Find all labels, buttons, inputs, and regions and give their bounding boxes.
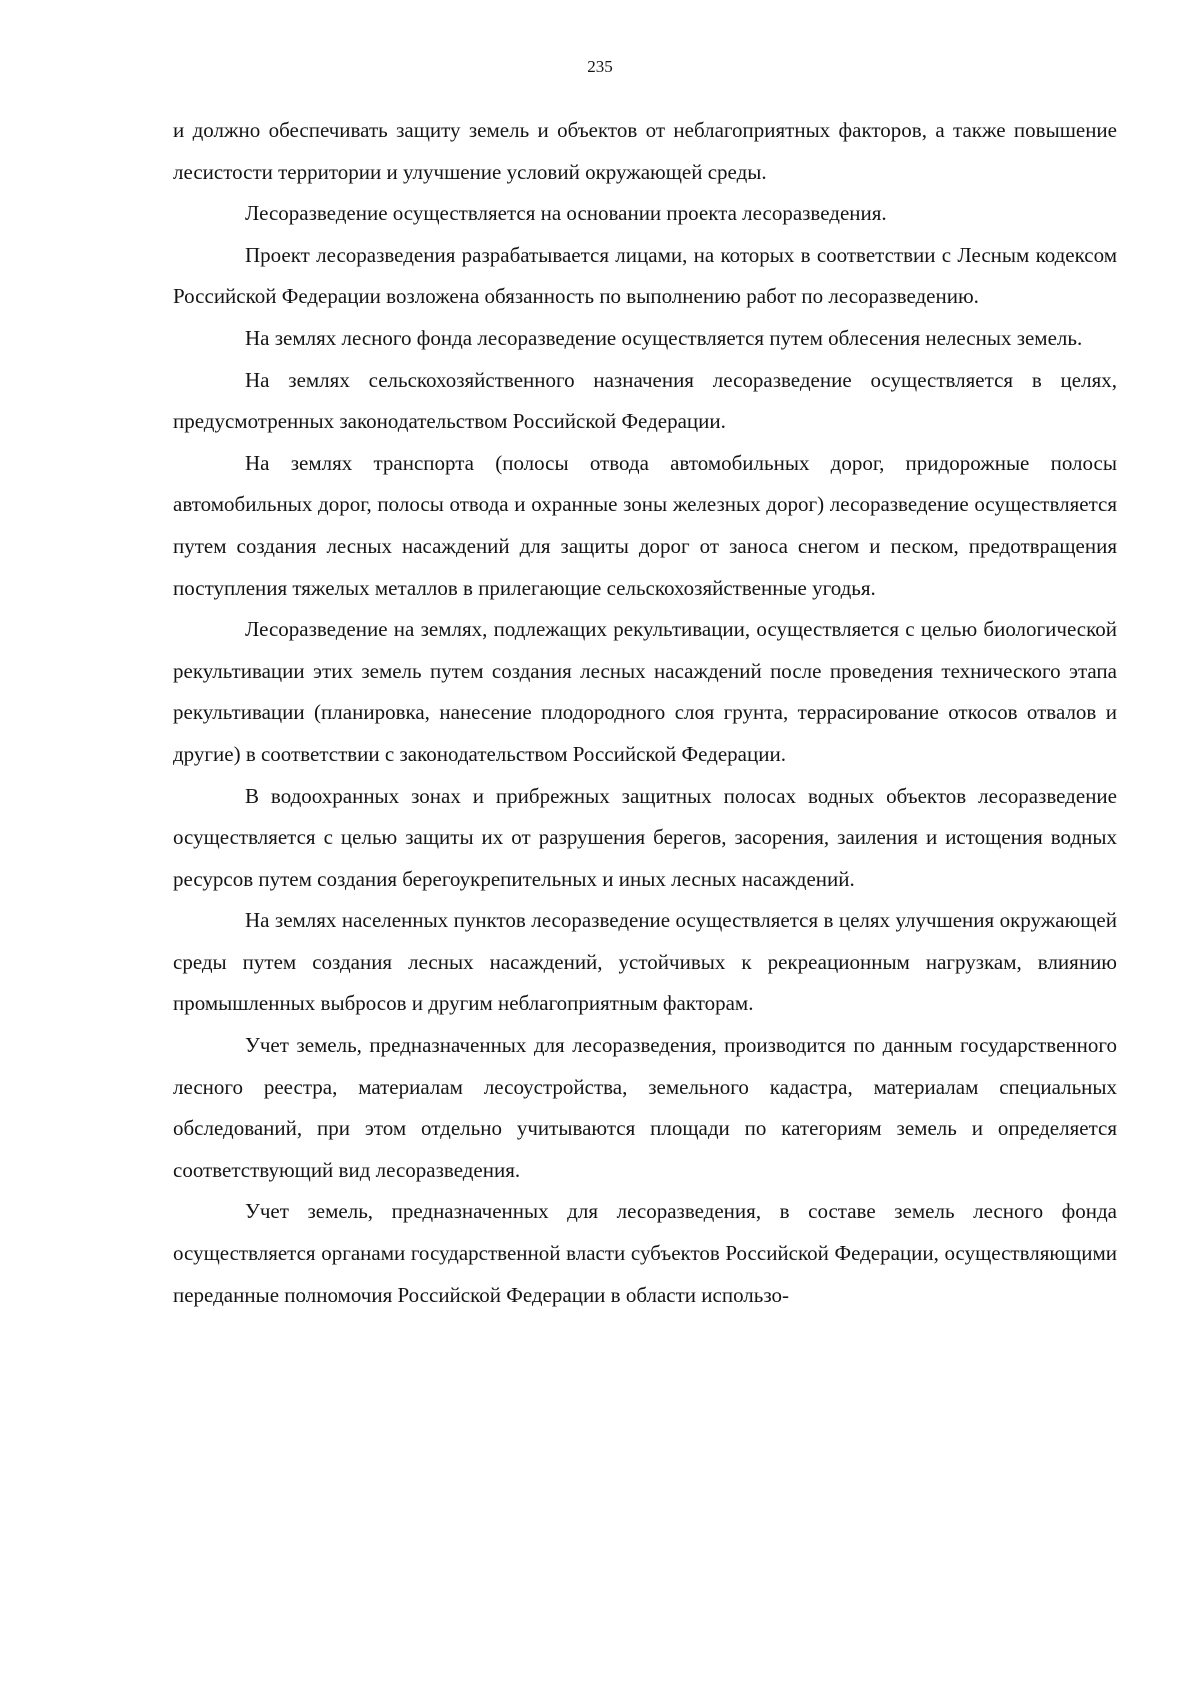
paragraph-transport-lands: На землях транспорта (полосы отвода автомобильных дорог, придорожные полосы автомобильных дорог, полосы отвода и охранные зоны железных дорог) лесоразведение осуществляется путем создания лесных насаждений для защиты дорог от заноса снегом и песком, предотвращения поступления тяжелых металлов в прилегающие сельскохозяйственные угодья. <box>173 450 1117 600</box>
paragraph-forest-fund-lands: На землях лесного фонда лесоразведение осуществляется путем облесения нелесных земель. <box>245 325 1083 350</box>
paragraph-agricultural-lands: На землях сельскохозяйственного назначения лесоразведение осуществляется в целях, предусмотренных законодательством Российской Федерации. <box>173 367 1117 434</box>
page-number: 235 <box>587 57 613 76</box>
paragraph-settlement-lands: На землях населенных пунктов лесоразведение осуществляется в целях улучшения окружающей среды путем создания лесных насаждений, устойчивых к рекреационным нагрузкам, влиянию промышленных выбросов и другим неблагоприятным факторам. <box>173 908 1117 1016</box>
paragraph-afforestation-basis: Лесоразведение осуществляется на основании проекта лесоразведения. <box>245 201 887 226</box>
document-body <box>173 110 1117 1316</box>
paragraph-continuation: и должно обеспечивать защиту земель и объектов от неблагоприятных факторов, а также повышение лесистости территории и улучшение условий окружающей среды. <box>173 118 1117 184</box>
paragraph-forest-fund-accounting: Учет земель, предназначенных для лесоразведения, в составе земель лесного фонда осуществляется органами государственной власти субъектов Российской Федерации, осуществляющими переданные полномочия Российской Федерации в области использо- <box>173 1199 1117 1307</box>
paragraph-land-accounting: Учет земель, предназначенных для лесоразведения, производится по данным государственного лесного реестра, материалам лесоустройства, земельного кадастра, материалам специальных обследований, при этом отдельно учитываются площади по категориям земель и определяется соответствующий вид лесоразведения. <box>173 1033 1117 1182</box>
paragraph-water-protection-zones: В водоохранных зонах и прибрежных защитных полосах водных объектов лесоразведение осуществляется с целью защиты их от разрушения берегов, засорения, заиления и истощения водных ресурсов путем создания берегоукрепительных и иных лесных насаждений. <box>173 783 1117 891</box>
paragraph-project-developers: Проект лесоразведения разрабатывается лицами, на которых в соответствии с Лесным кодексом Российской Федерации возложена обязанность по выполнению работ по лесоразведению. <box>173 242 1117 309</box>
paragraph-recultivation-lands: Лесоразведение на землях, подлежащих рекультивации, осуществляется с целью биологической рекультивации этих земель путем создания лесных насаждений после проведения технического этапа рекультивации (планировка, нанесение плодородного слоя грунта, террасирование откосов отвалов и другие) в соответствии с законодательством Российской Федерации. <box>173 617 1117 766</box>
